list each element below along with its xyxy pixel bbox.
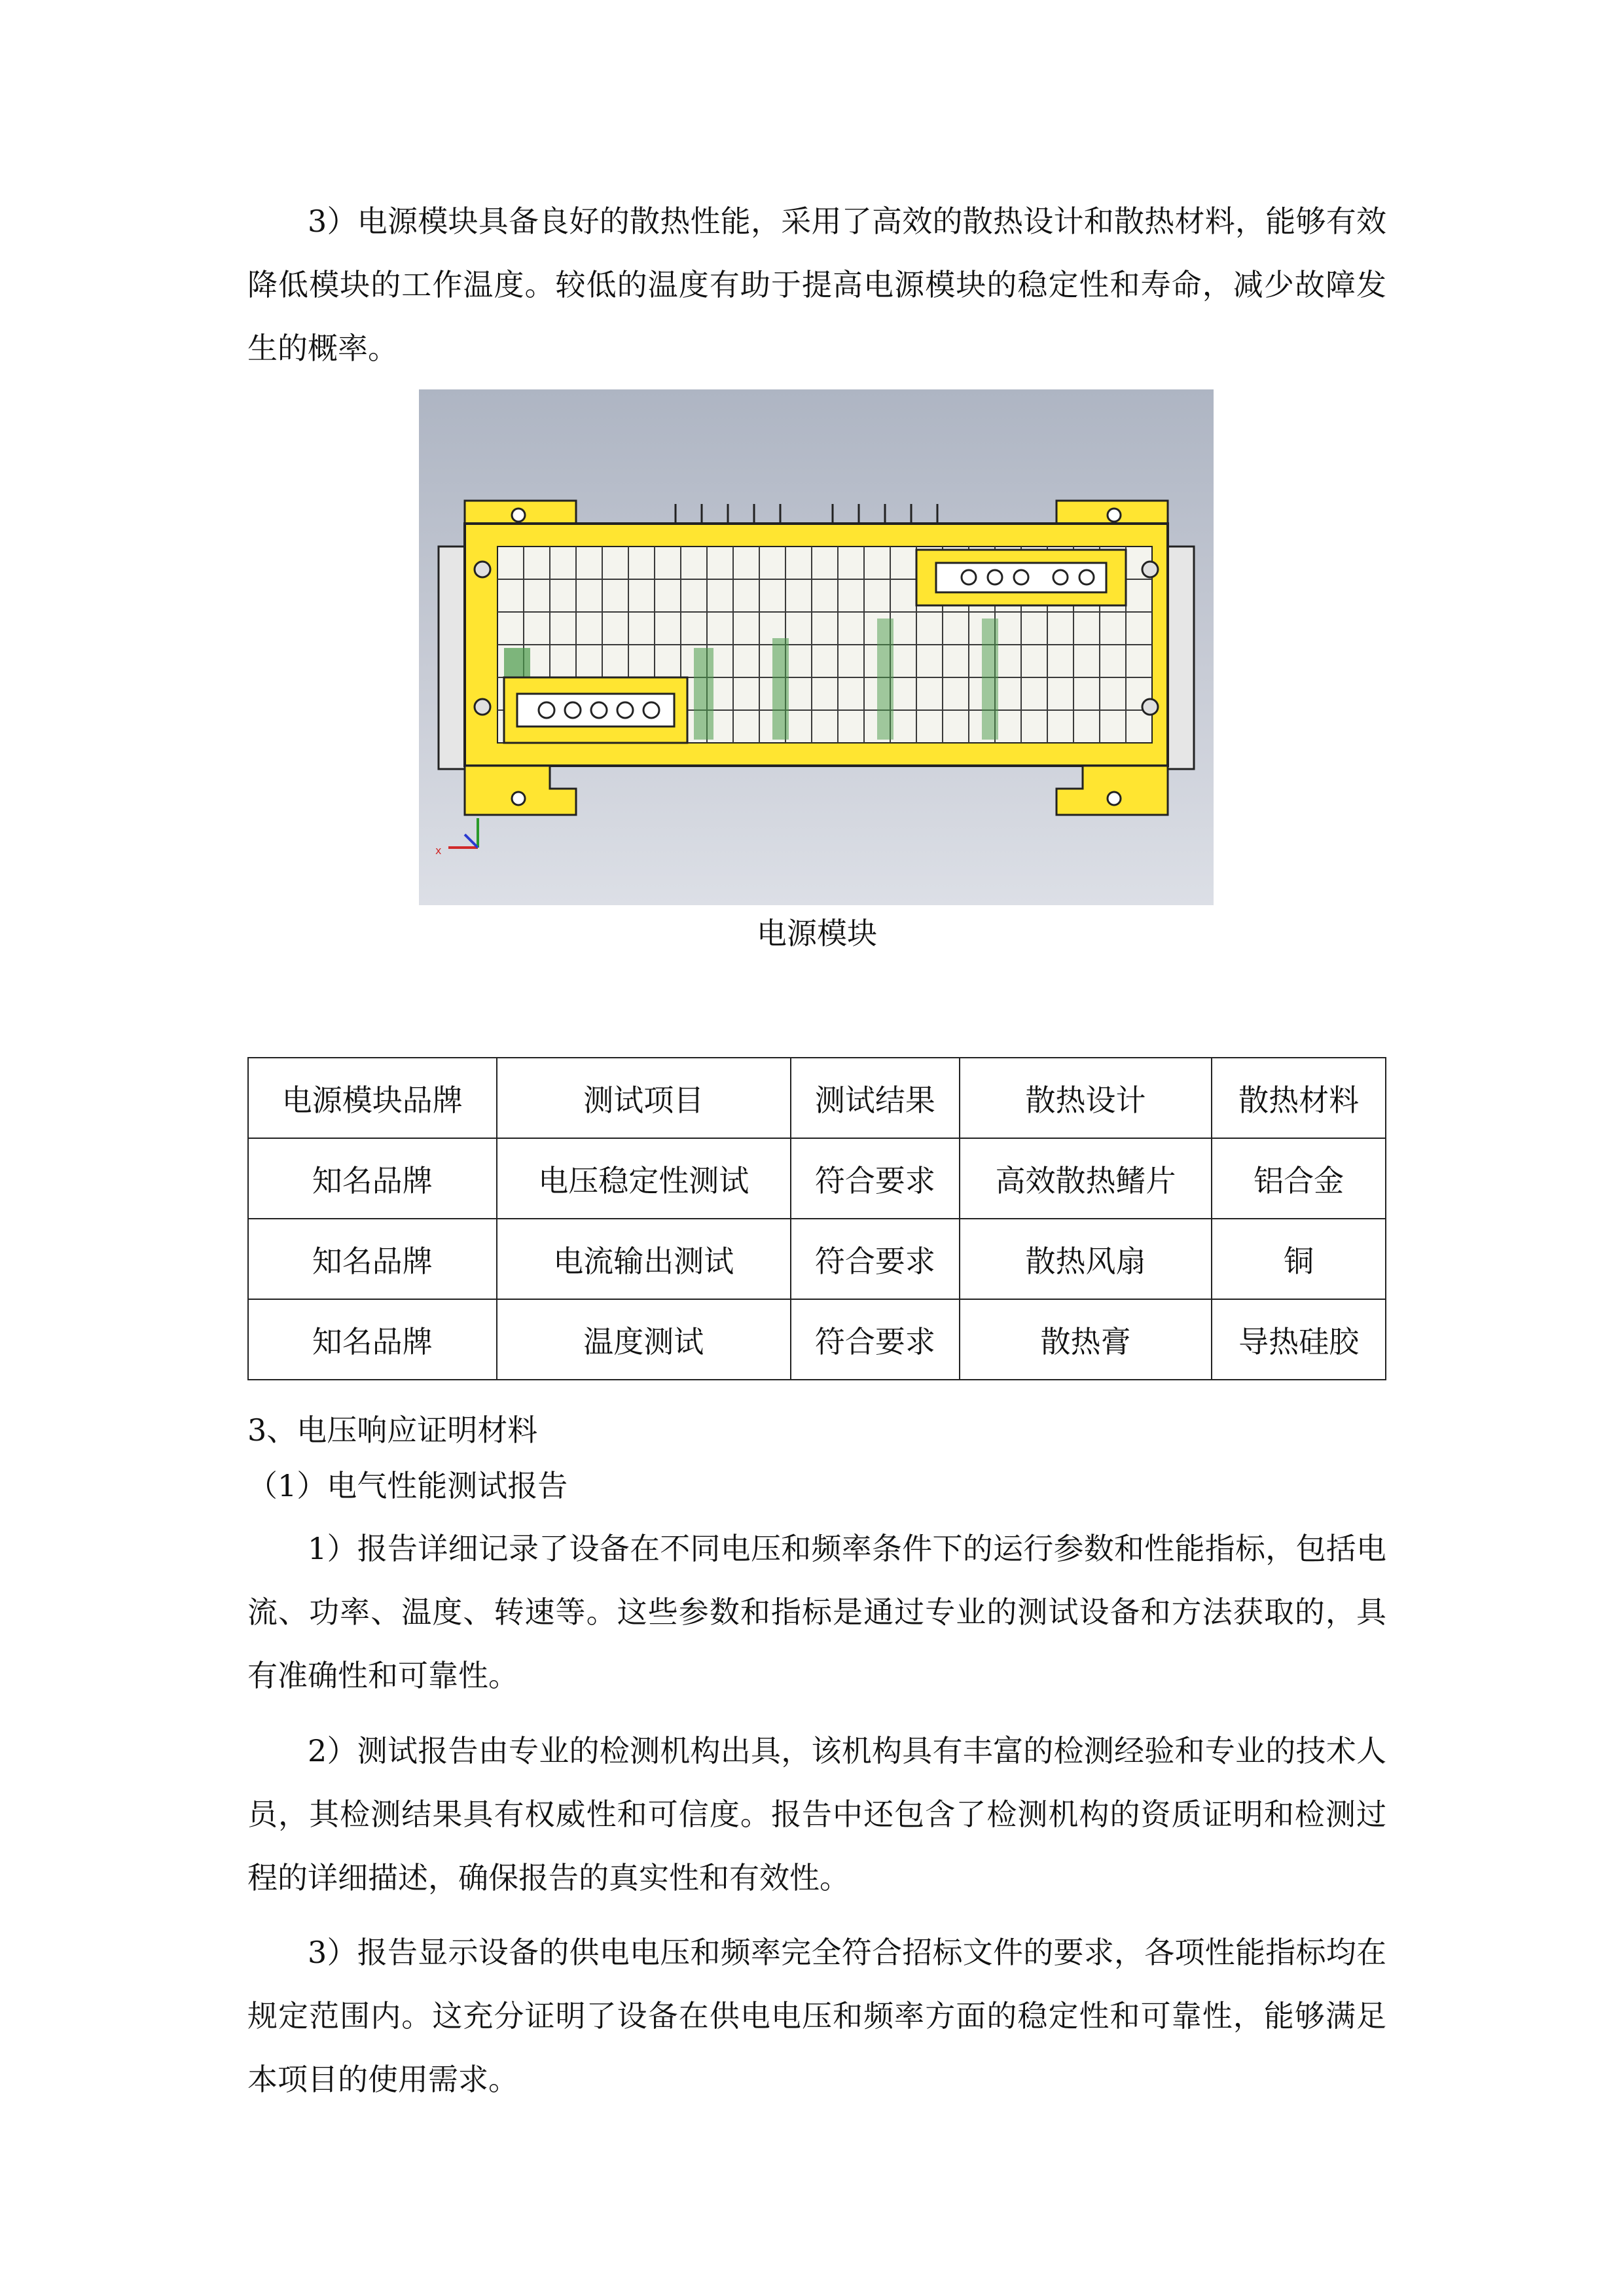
table-header-cell: 散热材料 xyxy=(1212,1058,1386,1138)
table-header-cell: 电源模块品牌 xyxy=(248,1058,497,1138)
table-header-cell: 测试项目 xyxy=(497,1058,791,1138)
subsection-heading: （1）电气性能测试报告 xyxy=(247,1468,568,1503)
figure-caption: 电源模块 xyxy=(757,916,877,951)
table-row xyxy=(248,1138,1386,1219)
body-paragraph-3: 3）报告显示设备的供电电压和频率完全符合招标文件的要求，各项性能指标均在规定范围内。这充分证明了设备在供电电压和频率方面的稳定性和可靠性，能够满足本项目的使用需求。 xyxy=(247,1935,1386,2097)
axis-triad-icon xyxy=(435,818,478,857)
table-row xyxy=(248,1299,1386,1380)
body-paragraph-2: 2）测试报告由专业的检测机构出具，该机构具有丰富的检测经验和专业的技术人员，其检测结果具有权威性和可信度。报告中还包含了检测机构的资质证明和检测过程的详细描述，确保报告的真实性和有效性。 xyxy=(247,1733,1386,1895)
table-cell: 符合要求 xyxy=(791,1219,960,1299)
table-header-row xyxy=(248,1058,1386,1138)
power-module-table xyxy=(247,1057,1386,1380)
table-cell: 符合要求 xyxy=(791,1138,960,1219)
axis-x-label: x xyxy=(435,844,442,857)
power-module-drawing xyxy=(419,389,1214,905)
table-cell: 知名品牌 xyxy=(248,1219,497,1299)
table-cell: 知名品牌 xyxy=(248,1299,497,1380)
table-row xyxy=(248,1219,1386,1299)
table-cell: 知名品牌 xyxy=(248,1138,497,1219)
table-cell: 高效散热鳍片 xyxy=(960,1138,1212,1219)
table-cell: 温度测试 xyxy=(497,1299,791,1380)
table-cell: 电压稳定性测试 xyxy=(497,1138,791,1219)
intro-paragraph: 3）电源模块具备良好的散热性能，采用了高效的散热设计和散热材料，能够有效降低模块的工作温度。较低的温度有助于提高电源模块的稳定性和寿命，减少故障发生的概率。 xyxy=(247,204,1386,366)
power-module-figure xyxy=(419,389,1214,905)
table-cell: 符合要求 xyxy=(791,1299,960,1380)
table-cell: 导热硅胶 xyxy=(1212,1299,1386,1380)
section-heading: 3、电压响应证明材料 xyxy=(247,1412,538,1448)
table-header-cell: 测试结果 xyxy=(791,1058,960,1138)
table-cell: 散热风扇 xyxy=(960,1219,1212,1299)
table-header-cell: 散热设计 xyxy=(960,1058,1212,1138)
body-paragraph-1: 1）报告详细记录了设备在不同电压和频率条件下的运行参数和性能指标，包括电流、功率、温度、转速等。这些参数和指标是通过专业的测试设备和方法获取的，具有准确性和可靠性。 xyxy=(247,1531,1386,1693)
table-cell: 散热膏 xyxy=(960,1299,1212,1380)
table-cell: 铝合金 xyxy=(1212,1138,1386,1219)
table-cell: 电流输出测试 xyxy=(497,1219,791,1299)
table-cell: 铜 xyxy=(1212,1219,1386,1299)
